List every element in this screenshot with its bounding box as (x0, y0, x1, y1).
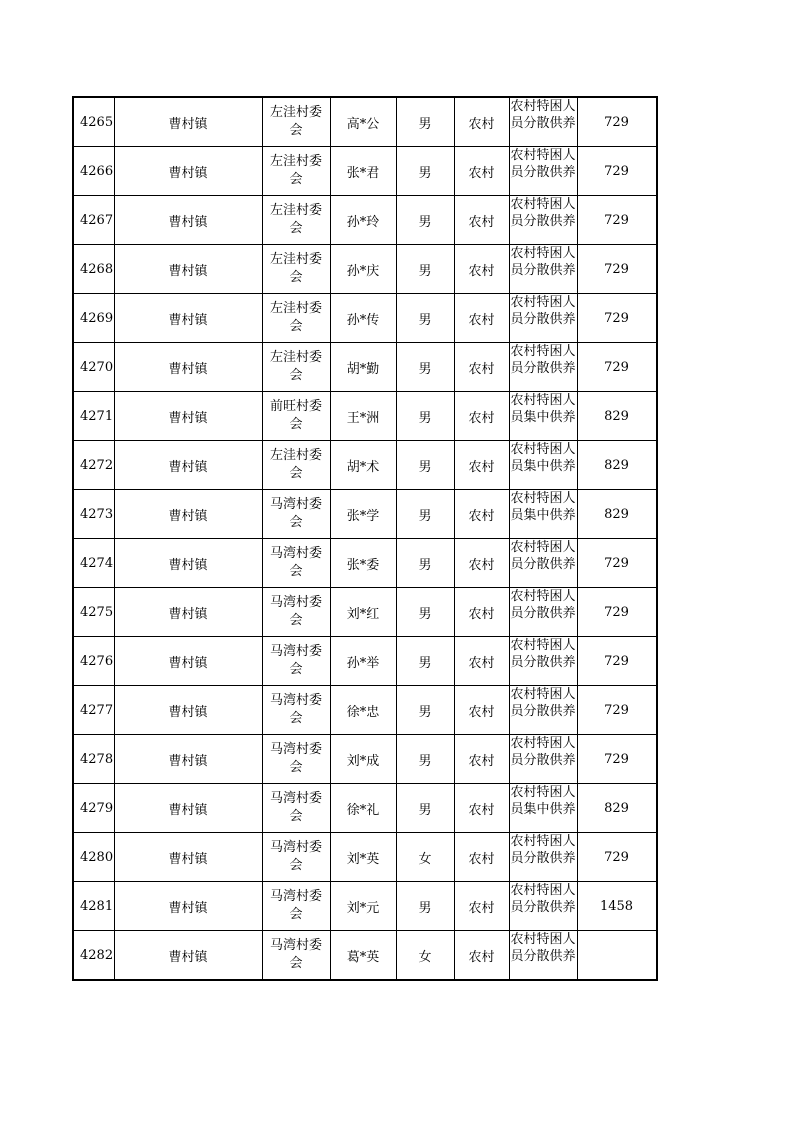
table-row (73, 637, 657, 686)
cell-area: 农村 (454, 637, 509, 686)
cell-amount (577, 931, 657, 981)
cell-village (262, 97, 330, 147)
cell-amount: 1458 (577, 882, 657, 931)
support-type-text: 农村特困人员分散供养 (510, 638, 576, 670)
table-row (73, 294, 657, 343)
cell-support-type (509, 931, 577, 981)
support-type-text: 农村特困人员集中供养 (510, 393, 576, 425)
cell-amount: 829 (577, 490, 657, 539)
cell-amount: 829 (577, 392, 657, 441)
cell-id: 4276 (73, 637, 114, 686)
cell-support-type (509, 686, 577, 735)
cell-id: 4277 (73, 686, 114, 735)
records-table-body (73, 97, 657, 980)
cell-sex: 男 (396, 441, 454, 490)
cell-id: 4275 (73, 588, 114, 637)
cell-village (262, 196, 330, 245)
village-text: 左洼村委会 (269, 350, 322, 383)
village-text: 马湾村委会 (269, 595, 322, 628)
cell-name: 徐*忠 (330, 686, 396, 735)
cell-amount: 729 (577, 686, 657, 735)
table-row (73, 539, 657, 588)
cell-sex: 男 (396, 588, 454, 637)
village-text: 左洼村委会 (269, 448, 322, 481)
village-text: 左洼村委会 (269, 252, 322, 285)
cell-id: 4278 (73, 735, 114, 784)
cell-area: 农村 (454, 294, 509, 343)
cell-village (262, 343, 330, 392)
table-row (73, 490, 657, 539)
records-table (72, 96, 658, 981)
cell-village (262, 441, 330, 490)
cell-village (262, 637, 330, 686)
village-text: 左洼村委会 (269, 105, 322, 138)
cell-town: 曹村镇 (114, 441, 262, 490)
table-row (73, 784, 657, 833)
cell-sex: 男 (396, 147, 454, 196)
cell-name: 葛*英 (330, 931, 396, 981)
cell-support-type (509, 294, 577, 343)
cell-area: 农村 (454, 97, 509, 147)
cell-village (262, 931, 330, 981)
cell-support-type (509, 441, 577, 490)
cell-amount: 729 (577, 294, 657, 343)
cell-id: 4268 (73, 245, 114, 294)
table-row (73, 97, 657, 147)
cell-id: 4265 (73, 97, 114, 147)
cell-town: 曹村镇 (114, 392, 262, 441)
table-row (73, 392, 657, 441)
cell-area: 农村 (454, 392, 509, 441)
cell-town: 曹村镇 (114, 147, 262, 196)
support-type-text: 农村特困人员集中供养 (510, 442, 576, 474)
support-type-text: 农村特困人员集中供养 (510, 785, 576, 817)
table-row (73, 588, 657, 637)
cell-village (262, 833, 330, 882)
cell-town: 曹村镇 (114, 833, 262, 882)
table-row (73, 441, 657, 490)
cell-area: 农村 (454, 735, 509, 784)
cell-area: 农村 (454, 245, 509, 294)
cell-town: 曹村镇 (114, 245, 262, 294)
table-row (73, 833, 657, 882)
cell-town: 曹村镇 (114, 294, 262, 343)
cell-amount: 729 (577, 196, 657, 245)
cell-support-type (509, 343, 577, 392)
village-text: 马湾村委会 (269, 644, 322, 677)
cell-village (262, 735, 330, 784)
cell-sex: 男 (396, 539, 454, 588)
cell-sex: 男 (396, 686, 454, 735)
table-row (73, 931, 657, 981)
cell-support-type (509, 784, 577, 833)
cell-area: 农村 (454, 441, 509, 490)
support-type-text: 农村特困人员分散供养 (510, 295, 576, 327)
cell-id: 4272 (73, 441, 114, 490)
support-type-text: 农村特困人员分散供养 (510, 834, 576, 866)
support-type-text: 农村特困人员分散供养 (510, 99, 576, 131)
village-text: 马湾村委会 (269, 693, 322, 726)
cell-name: 刘*英 (330, 833, 396, 882)
cell-area: 农村 (454, 931, 509, 981)
cell-amount: 729 (577, 539, 657, 588)
cell-amount: 729 (577, 735, 657, 784)
cell-sex: 男 (396, 294, 454, 343)
village-text: 左洼村委会 (269, 301, 322, 334)
cell-area: 农村 (454, 882, 509, 931)
cell-village (262, 539, 330, 588)
support-type-text: 农村特困人员分散供养 (510, 687, 576, 719)
cell-area: 农村 (454, 490, 509, 539)
cell-town: 曹村镇 (114, 196, 262, 245)
cell-id: 4274 (73, 539, 114, 588)
cell-name: 孙*玲 (330, 196, 396, 245)
cell-sex: 男 (396, 245, 454, 294)
cell-area: 农村 (454, 343, 509, 392)
cell-town: 曹村镇 (114, 343, 262, 392)
cell-name: 孙*传 (330, 294, 396, 343)
village-text: 左洼村委会 (269, 203, 322, 236)
village-text: 马湾村委会 (269, 497, 322, 530)
cell-amount: 729 (577, 588, 657, 637)
cell-support-type (509, 833, 577, 882)
cell-name: 刘*红 (330, 588, 396, 637)
cell-town: 曹村镇 (114, 882, 262, 931)
cell-amount: 729 (577, 97, 657, 147)
table-row (73, 245, 657, 294)
cell-id: 4279 (73, 784, 114, 833)
cell-support-type (509, 882, 577, 931)
cell-id: 4269 (73, 294, 114, 343)
cell-area: 农村 (454, 833, 509, 882)
cell-area: 农村 (454, 784, 509, 833)
cell-area: 农村 (454, 196, 509, 245)
cell-name: 张*君 (330, 147, 396, 196)
cell-town: 曹村镇 (114, 784, 262, 833)
support-type-text: 农村特困人员集中供养 (510, 491, 576, 523)
cell-support-type (509, 588, 577, 637)
support-type-text: 农村特困人员分散供养 (510, 148, 576, 180)
village-text: 左洼村委会 (269, 154, 322, 187)
cell-town: 曹村镇 (114, 686, 262, 735)
cell-id: 4270 (73, 343, 114, 392)
cell-name: 刘*成 (330, 735, 396, 784)
cell-village (262, 882, 330, 931)
cell-amount: 729 (577, 245, 657, 294)
cell-amount: 829 (577, 784, 657, 833)
village-text: 马湾村委会 (269, 546, 322, 579)
cell-sex: 男 (396, 343, 454, 392)
cell-amount: 729 (577, 343, 657, 392)
cell-id: 4273 (73, 490, 114, 539)
village-text: 马湾村委会 (269, 840, 322, 873)
cell-support-type (509, 490, 577, 539)
cell-name: 王*洲 (330, 392, 396, 441)
village-text: 马湾村委会 (269, 791, 322, 824)
cell-area: 农村 (454, 588, 509, 637)
support-type-text: 农村特困人员分散供养 (510, 883, 576, 915)
cell-support-type (509, 392, 577, 441)
cell-village (262, 294, 330, 343)
cell-id: 4271 (73, 392, 114, 441)
cell-town: 曹村镇 (114, 539, 262, 588)
support-type-text: 农村特困人员分散供养 (510, 736, 576, 768)
cell-sex: 男 (396, 490, 454, 539)
village-text: 马湾村委会 (269, 742, 322, 775)
cell-sex: 男 (396, 882, 454, 931)
table-row (73, 735, 657, 784)
cell-support-type (509, 245, 577, 294)
table-row (73, 343, 657, 392)
support-type-text: 农村特困人员分散供养 (510, 344, 576, 376)
cell-name: 胡*术 (330, 441, 396, 490)
cell-town: 曹村镇 (114, 490, 262, 539)
cell-id: 4280 (73, 833, 114, 882)
cell-village (262, 686, 330, 735)
cell-village (262, 147, 330, 196)
cell-area: 农村 (454, 686, 509, 735)
cell-sex: 男 (396, 735, 454, 784)
table-row (73, 882, 657, 931)
cell-support-type (509, 735, 577, 784)
cell-name: 刘*元 (330, 882, 396, 931)
village-text: 马湾村委会 (269, 938, 322, 971)
cell-village (262, 588, 330, 637)
cell-id: 4282 (73, 931, 114, 981)
cell-amount: 729 (577, 833, 657, 882)
cell-village (262, 392, 330, 441)
cell-sex: 男 (396, 97, 454, 147)
cell-amount: 829 (577, 441, 657, 490)
cell-town: 曹村镇 (114, 637, 262, 686)
cell-support-type (509, 637, 577, 686)
cell-support-type (509, 147, 577, 196)
cell-id: 4281 (73, 882, 114, 931)
cell-name: 孙*举 (330, 637, 396, 686)
cell-area: 农村 (454, 147, 509, 196)
table-row (73, 196, 657, 245)
cell-town: 曹村镇 (114, 588, 262, 637)
support-type-text: 农村特困人员分散供养 (510, 932, 576, 964)
support-type-text: 农村特困人员分散供养 (510, 197, 576, 229)
cell-support-type (509, 539, 577, 588)
cell-village (262, 490, 330, 539)
cell-area: 农村 (454, 539, 509, 588)
cell-name: 张*委 (330, 539, 396, 588)
cell-id: 4266 (73, 147, 114, 196)
support-type-text: 农村特困人员分散供养 (510, 246, 576, 278)
cell-sex: 男 (396, 196, 454, 245)
cell-town: 曹村镇 (114, 931, 262, 981)
cell-sex: 女 (396, 931, 454, 981)
cell-name: 徐*礼 (330, 784, 396, 833)
cell-sex: 男 (396, 637, 454, 686)
cell-village (262, 245, 330, 294)
cell-amount: 729 (577, 147, 657, 196)
cell-name: 孙*庆 (330, 245, 396, 294)
cell-sex: 男 (396, 784, 454, 833)
cell-sex: 男 (396, 392, 454, 441)
cell-name: 胡*勤 (330, 343, 396, 392)
cell-name: 张*学 (330, 490, 396, 539)
table-row (73, 686, 657, 735)
cell-sex: 女 (396, 833, 454, 882)
support-type-text: 农村特困人员分散供养 (510, 540, 576, 572)
table-row (73, 147, 657, 196)
cell-support-type (509, 196, 577, 245)
cell-support-type (509, 97, 577, 147)
village-text: 马湾村委会 (269, 889, 322, 922)
cell-town: 曹村镇 (114, 735, 262, 784)
village-text: 前旺村委会 (269, 399, 322, 432)
cell-name: 高*公 (330, 97, 396, 147)
cell-village (262, 784, 330, 833)
cell-amount: 729 (577, 637, 657, 686)
support-type-text: 农村特困人员分散供养 (510, 589, 576, 621)
cell-id: 4267 (73, 196, 114, 245)
cell-town: 曹村镇 (114, 97, 262, 147)
